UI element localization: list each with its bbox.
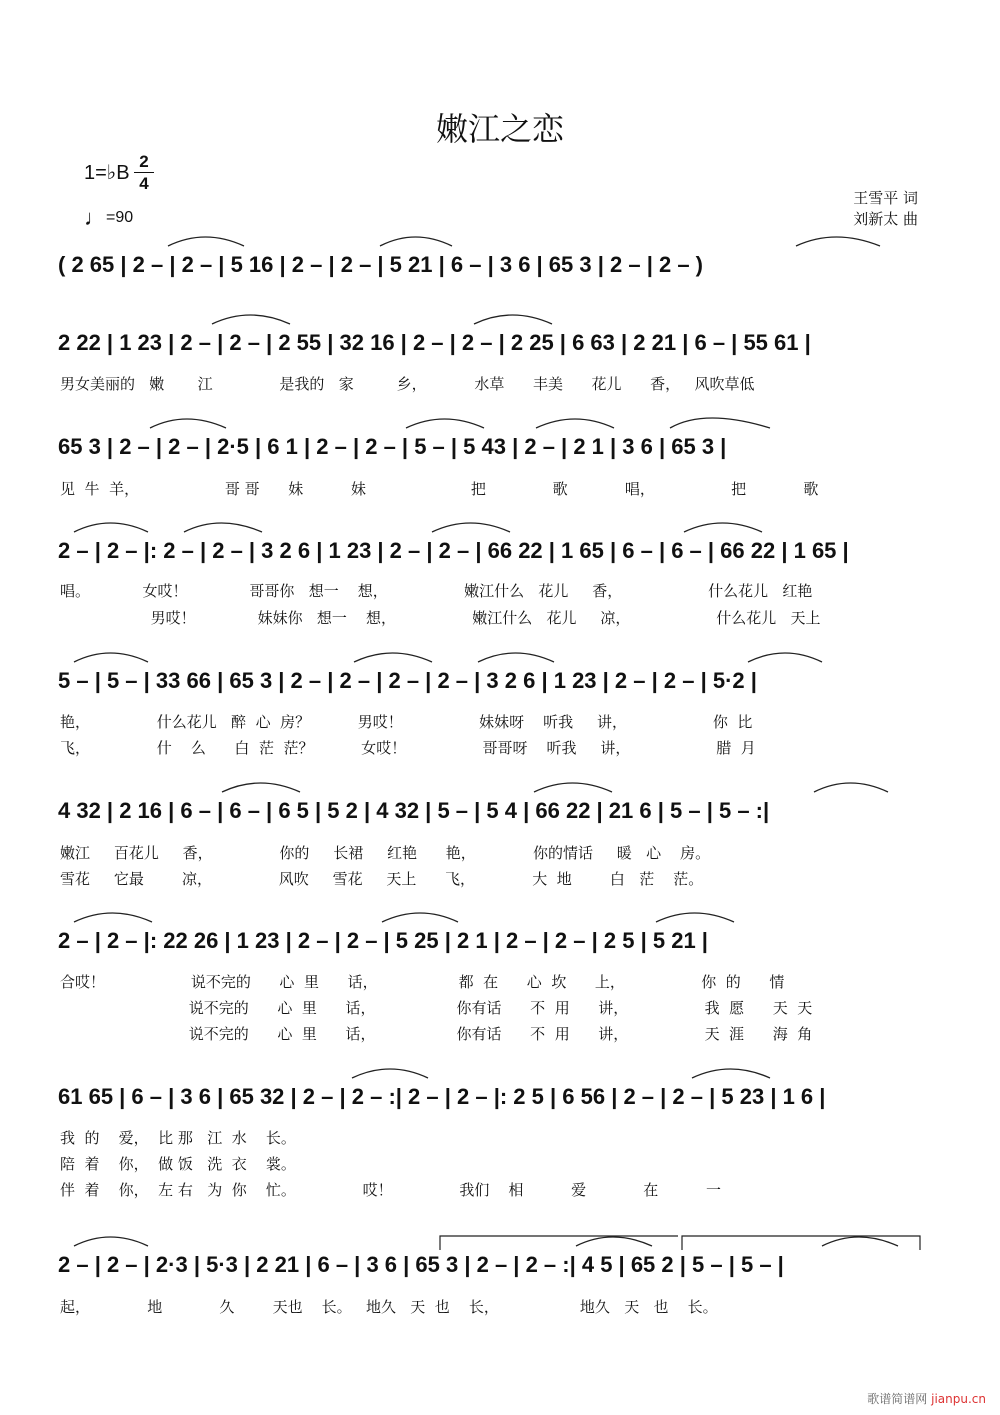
watermark-domain: jianpu.cn <box>931 1392 986 1406</box>
lyricist: 王雪平 词 <box>853 189 918 207</box>
notation-row-1: ( 2 65 | 2 – | 2 – | 5 16 | 2 – | 2 – | 5 21 | 6 – | 3 6 | 65 3 | 2 – | 2 – ) <box>58 252 703 277</box>
lyrics-row-3-1: 见 牛 羊， 哥 哥 妹 妹 把 歌 唱， 把 歌 <box>60 480 819 498</box>
lyrics-row-8-2: 陪 着 你， 做 饭 洗 衣 裳。 <box>60 1155 296 1173</box>
slur <box>74 653 148 662</box>
notation-row-7: 2 – | 2 – |: 22 26 | 1 23 | 2 – | 2 – | 5 25 | 2 1 | 2 – | 2 – | 2 5 | 5 21 | <box>58 928 708 953</box>
slur <box>684 523 762 532</box>
lyrics-row-5-1: 艳， 什么花儿 醉 心 房？ 男哎！ 妹妹呀 听我 讲， 你 比 <box>60 713 753 731</box>
volta-2-bracket <box>682 1236 920 1250</box>
slur <box>74 523 148 532</box>
slur <box>536 419 614 428</box>
lyrics-row-8-3: 伴 着 你， 左 右 为 你 忙。 哎！ 我们 相 爱 在 一 <box>60 1181 721 1199</box>
slur <box>74 913 152 922</box>
notation-row-2: 2 22 | 1 23 | 2 – | 2 – | 2 55 | 32 16 | 2 – | 2 – | 2 25 | 6 63 | 2 21 | 6 – | 55 61 | <box>58 330 811 355</box>
lyrics-row-9-1: 起， 地 久 天也 长。 地久 天 也 长， 地久 天 也 长。 <box>60 1298 718 1316</box>
slur <box>796 237 880 246</box>
lyrics-row-2-1: 男女美丽的 嫩 江 是我的 家 乡， 水草 丰美 花儿 香， 风吹草低 <box>60 375 755 393</box>
lyrics-row-8-1: 我 的 爱， 比 那 江 水 长。 <box>60 1129 296 1147</box>
slur <box>168 237 244 246</box>
lyrics-row-6-2: 雪花 它最 凉， 风吹 雪花 天上 飞， 大 地 白 茫 茫。 <box>60 870 704 888</box>
slur <box>656 913 734 922</box>
slur <box>352 1069 428 1078</box>
notation-row-6: 4 32 | 2 16 | 6 – | 6 – | 6 5 | 5 2 | 4 32 | 5 – | 5 4 | 66 22 | 21 6 | 5 – | 5 – :| <box>58 798 770 823</box>
song-title: 嫩江之恋 <box>435 110 564 148</box>
slur <box>670 418 770 428</box>
notation-row-4: 2 – | 2 – |: 2 – | 2 – | 3 2 6 | 1 23 | 2 – | 2 – | 66 22 | 1 65 | 6 – | 6 – | 66 22 | 1 65 | <box>58 538 849 563</box>
lyrics-row-6-1: 嫩江 百花儿 香， 你的 长裙 红艳 艳， 你的情话 暖 心 房。 <box>60 844 711 862</box>
notation-row-5: 5 – | 5 – | 33 66 | 65 3 | 2 – | 2 – | 2 – | 2 – | 3 2 6 | 1 23 | 2 – | 2 – | 5·2 | <box>58 668 757 693</box>
lyrics-row-7-3: 说不完的 心 里 话， 你有话 不 用 讲， 天 涯 海 角 <box>60 1025 813 1043</box>
slur <box>354 653 432 662</box>
notation-row-9: 2 – | 2 – | 2·3 | 5·3 | 2 21 | 6 – | 3 6 | 65 3 | 2 – | 2 – :| 4 5 | 65 2 | 5 – | 5 – | <box>58 1252 784 1277</box>
watermark <box>867 1390 986 1407</box>
slur <box>576 1237 652 1246</box>
key-signature: 1=♭B <box>84 162 130 184</box>
lyrics-row-4-2: 男哎！ 妹妹你 想一 想， 嫩江什么 花儿 凉， 什么花儿 天上 <box>60 609 821 627</box>
lyrics-row-7-1: 合哎！ 说不完的 心 里 话， 都 在 心 坎 上， 你 的 情 <box>60 973 785 991</box>
notation-row-8: 61 65 | 6 – | 3 6 | 65 32 | 2 – | 2 – :| 2 – | 2 – |: 2 5 | 6 56 | 2 – | 2 – | 5 23 | 1 6 | <box>58 1084 826 1109</box>
slur <box>474 315 552 324</box>
slur <box>150 419 226 428</box>
watermark-text: 歌谱简谱网 <box>867 1392 928 1406</box>
slur <box>222 783 300 792</box>
slur <box>432 523 510 532</box>
slur <box>478 653 554 662</box>
slur <box>692 1069 770 1078</box>
slur <box>534 783 612 792</box>
slur <box>822 1237 898 1246</box>
quarter-note-icon: ♩ <box>84 205 106 230</box>
notation-row-3: 65 3 | 2 – | 2 – | 2·5 | 6 1 | 2 – | 2 – | 5 – | 5 43 | 2 – | 2 1 | 3 6 | 65 3 | <box>58 434 727 459</box>
slur <box>748 653 822 662</box>
volta-1-bracket <box>440 1236 678 1250</box>
lyrics-row-7-2: 说不完的 心 里 话， 你有话 不 用 讲， 我 愿 天 天 <box>60 999 813 1017</box>
slur <box>74 1237 148 1246</box>
slur <box>814 783 888 792</box>
lyrics-row-4-1: 唱。 女哎！ 哥哥你 想一 想， 嫩江什么 花儿 香， 什么花儿 红艳 <box>60 582 813 600</box>
slur <box>406 419 484 428</box>
tempo-value: =90 <box>106 209 134 226</box>
slur <box>212 315 290 324</box>
slur <box>380 237 452 246</box>
time-signature-top: 2 <box>139 152 149 171</box>
slur <box>382 913 458 922</box>
lyrics-row-5-2: 飞， 什 么 白 茫 茫？ 女哎！ 哥哥呀 听我 讲， 腊 月 <box>60 739 756 757</box>
slur <box>184 523 262 532</box>
composer: 刘新太 曲 <box>853 210 918 228</box>
time-signature-bottom: 4 <box>139 174 149 193</box>
